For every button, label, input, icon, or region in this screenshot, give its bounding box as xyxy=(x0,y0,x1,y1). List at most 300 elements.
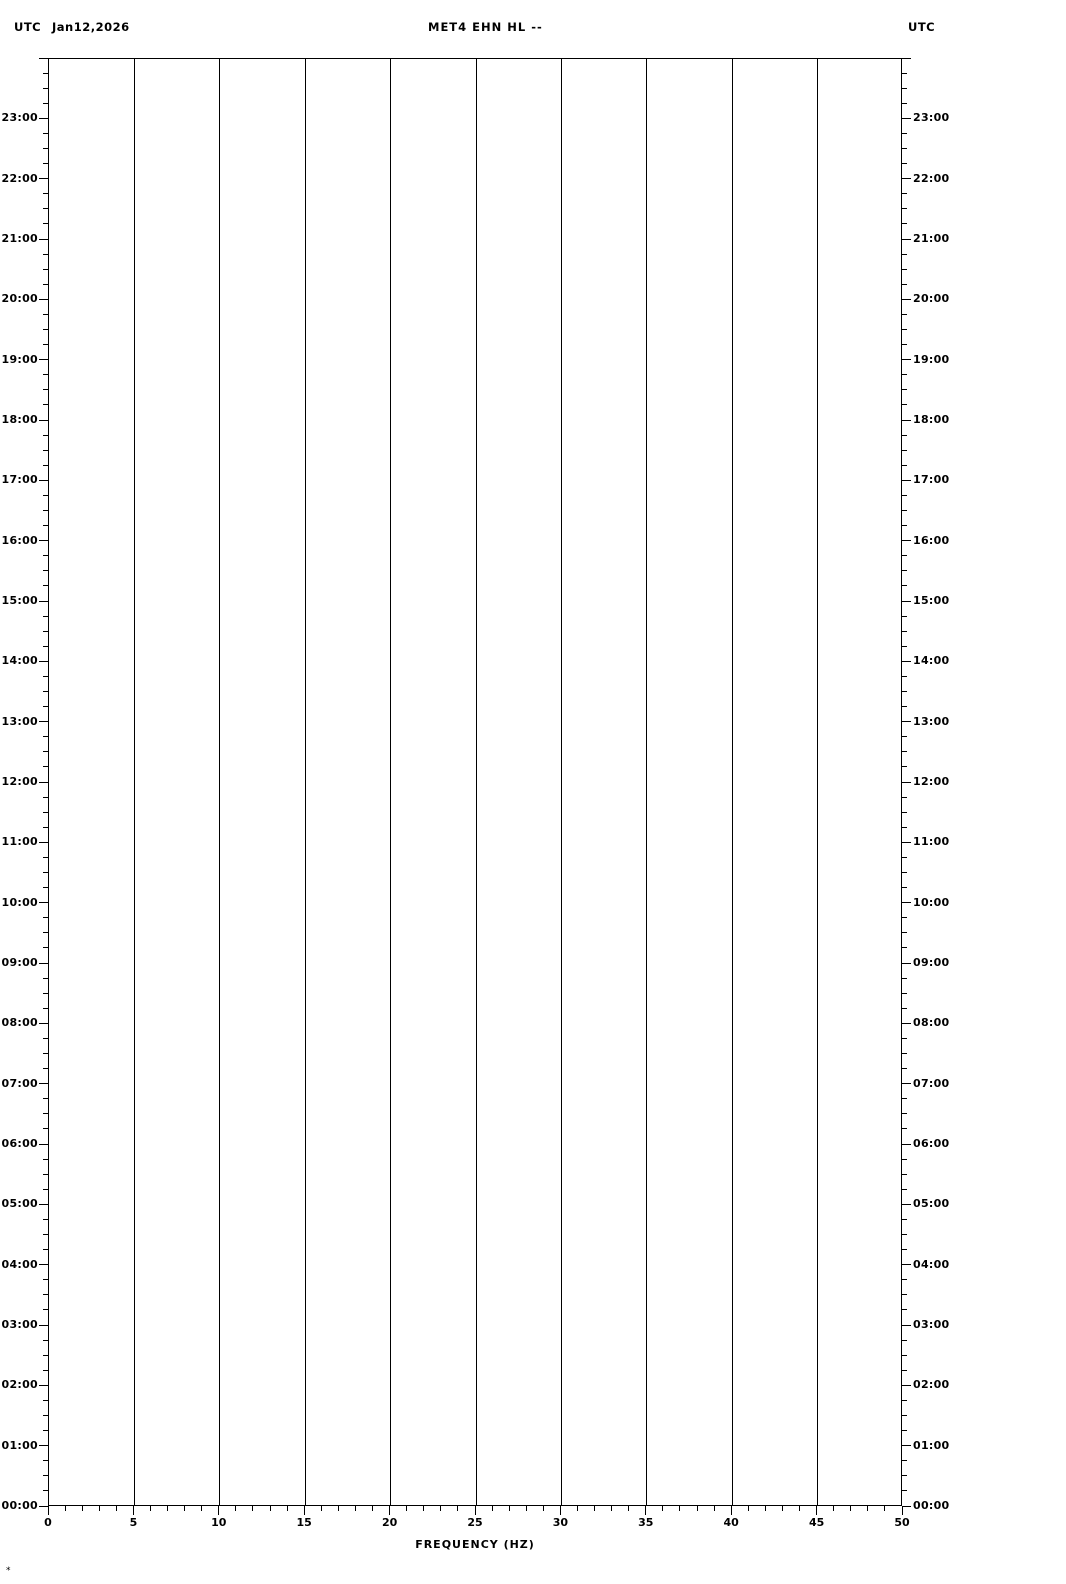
y-axis-minor-tick-left xyxy=(43,1430,48,1431)
y-axis-tick-label-right: 09:00 xyxy=(913,956,950,969)
y-axis-major-tick-right xyxy=(902,1144,911,1145)
y-axis-minor-tick-left xyxy=(43,1415,48,1416)
y-axis-tick-label-right: 08:00 xyxy=(913,1016,950,1030)
y-axis-tick-label-right: 16:00 xyxy=(913,533,950,547)
y-axis-major-tick-right xyxy=(902,721,911,722)
y-axis-tick-label-right: 10:00 xyxy=(913,895,950,909)
y-axis-minor-tick-left xyxy=(43,1249,48,1250)
y-axis-minor-tick-left xyxy=(43,947,48,948)
y-axis-minor-tick-left xyxy=(43,133,48,134)
y-axis-minor-tick-left xyxy=(43,1159,48,1160)
y-axis-minor-tick-right xyxy=(902,691,907,692)
x-axis-minor-tick xyxy=(440,1506,441,1511)
y-axis-major-tick-right xyxy=(902,1445,911,1446)
y-axis-minor-tick-left xyxy=(43,314,48,315)
y-axis-tick-label-right: 15:00 xyxy=(913,594,950,607)
y-axis-tick-label-left: 19:00 xyxy=(1,352,38,366)
y-axis-minor-tick-left xyxy=(43,585,48,586)
y-axis-major-tick-right xyxy=(902,842,911,843)
vertical-gridline xyxy=(476,59,477,1505)
x-axis-tick-label: 0 xyxy=(44,1516,52,1529)
y-axis-minor-tick-right xyxy=(902,1159,907,1160)
x-axis-major-tick xyxy=(218,1506,219,1515)
y-axis-tick-label-left: 17:00 xyxy=(1,473,38,487)
y-axis-major-tick-right xyxy=(902,420,911,421)
y-axis-minor-tick-left xyxy=(43,223,48,224)
y-axis-minor-tick-right xyxy=(902,1400,907,1401)
y-axis-minor-tick-left xyxy=(43,1098,48,1099)
y-axis-minor-tick-left xyxy=(43,1279,48,1280)
y-axis-minor-tick-left xyxy=(43,1355,48,1356)
y-axis-tick-label-right: 02:00 xyxy=(913,1378,950,1392)
y-axis-major-tick-left xyxy=(39,721,48,722)
chart-title: MET4 EHN HL -- xyxy=(428,20,543,34)
x-axis-major-tick xyxy=(902,1506,903,1515)
x-axis-tick-label: 35 xyxy=(638,1516,654,1529)
y-axis-tick-label-left: 09:00 xyxy=(1,956,38,969)
y-axis-minor-tick-left xyxy=(43,1340,48,1341)
y-axis-minor-tick-left xyxy=(43,555,48,556)
x-axis-tick-label: 20 xyxy=(381,1516,398,1529)
y-axis-minor-tick-right xyxy=(902,525,907,526)
y-axis-major-tick-left xyxy=(39,420,48,421)
y-axis-major-tick-right xyxy=(902,1204,911,1205)
y-axis-tick-label-right: 17:00 xyxy=(913,473,950,487)
y-axis-minor-tick-left xyxy=(43,736,48,737)
y-axis-minor-tick-right xyxy=(902,163,907,164)
x-axis-minor-tick xyxy=(372,1506,373,1511)
y-axis-tick-label-left: 22:00 xyxy=(1,171,38,185)
x-axis-minor-tick xyxy=(99,1506,100,1511)
y-axis-tick-label-left: 03:00 xyxy=(1,1318,38,1331)
y-axis-tick-label-left: 11:00 xyxy=(1,835,38,849)
x-axis-tick-label: 10 xyxy=(211,1516,227,1529)
y-axis-minor-tick-right xyxy=(902,932,907,933)
y-axis-major-tick-left xyxy=(39,540,48,541)
y-axis-minor-tick-left xyxy=(43,1400,48,1401)
y-axis-major-tick-left xyxy=(39,1445,48,1446)
x-axis-tick-label: 45 xyxy=(808,1516,825,1529)
y-axis-tick-label-left: 18:00 xyxy=(1,413,38,426)
y-axis-major-tick-left xyxy=(39,239,48,240)
y-axis-minor-tick-right xyxy=(902,978,907,979)
y-axis-tick-label-right: 01:00 xyxy=(913,1438,950,1452)
y-axis-tick-label-right: 07:00 xyxy=(913,1076,950,1090)
y-axis-minor-tick-right xyxy=(902,570,907,571)
y-axis-tick-label-right: 13:00 xyxy=(913,714,950,728)
y-axis-minor-tick-left xyxy=(43,1174,48,1175)
x-axis-minor-tick xyxy=(799,1506,800,1511)
y-axis-minor-tick-left xyxy=(43,616,48,617)
x-axis-minor-tick xyxy=(748,1506,749,1511)
y-axis-minor-tick-left xyxy=(43,344,48,345)
y-axis-minor-tick-right xyxy=(902,1355,907,1356)
y-axis-major-tick-left xyxy=(39,842,48,843)
y-axis-minor-tick-left xyxy=(43,374,48,375)
y-axis-minor-tick-left xyxy=(43,404,48,405)
x-axis-minor-tick xyxy=(492,1506,493,1511)
y-axis-minor-tick-left xyxy=(43,812,48,813)
y-axis-minor-tick-right xyxy=(902,1309,907,1310)
y-axis-minor-tick-left xyxy=(43,751,48,752)
x-axis-major-tick xyxy=(645,1506,646,1515)
y-axis-minor-tick-right xyxy=(902,465,907,466)
y-axis-minor-tick-left xyxy=(43,1490,48,1491)
header-utc-left-label: UTC xyxy=(14,20,42,34)
x-axis-minor-tick xyxy=(338,1506,339,1511)
y-axis-minor-tick-left xyxy=(43,1189,48,1190)
y-axis-minor-tick-right xyxy=(902,1475,907,1476)
vertical-gridline xyxy=(390,59,391,1505)
x-axis-title: FREQUENCY (HZ) xyxy=(415,1538,535,1551)
y-axis-major-tick-right xyxy=(902,118,911,119)
y-axis-minor-tick-right xyxy=(902,223,907,224)
y-axis-minor-tick-left xyxy=(43,103,48,104)
y-axis-tick-label-right: 18:00 xyxy=(913,413,950,426)
x-axis-minor-tick xyxy=(184,1506,185,1511)
y-axis-minor-tick-right xyxy=(902,208,907,209)
y-axis-major-tick-right xyxy=(902,178,911,179)
y-axis-tick-label-left: 08:00 xyxy=(1,1016,38,1030)
y-axis-tick-label-right: 06:00 xyxy=(913,1137,950,1150)
y-axis-tick-label-left: 16:00 xyxy=(1,533,38,547)
y-axis-tick-label-left: 04:00 xyxy=(1,1257,38,1271)
y-axis-minor-tick-left xyxy=(43,254,48,255)
y-axis-minor-tick-right xyxy=(902,1460,907,1461)
y-axis-minor-tick-right xyxy=(902,676,907,677)
y-axis-minor-tick-right xyxy=(902,284,907,285)
y-axis-major-tick-left xyxy=(39,1385,48,1386)
y-axis-major-tick-right xyxy=(902,480,911,481)
x-axis-minor-tick xyxy=(167,1506,168,1511)
y-axis-minor-tick-right xyxy=(902,329,907,330)
y-axis-minor-tick-right xyxy=(902,887,907,888)
y-axis-minor-tick-right xyxy=(902,374,907,375)
y-axis-tick-label-left: 06:00 xyxy=(1,1137,38,1150)
y-axis-tick-label-left: 02:00 xyxy=(1,1378,38,1392)
vertical-gridline xyxy=(305,59,306,1505)
x-axis-minor-tick xyxy=(714,1506,715,1511)
y-axis-minor-tick-right xyxy=(902,1008,907,1009)
y-axis-major-tick-right xyxy=(902,601,911,602)
x-axis-major-tick xyxy=(731,1506,732,1515)
y-axis-minor-tick-right xyxy=(902,389,907,390)
y-axis-minor-tick-right xyxy=(902,344,907,345)
y-axis-minor-tick-right xyxy=(902,1038,907,1039)
x-axis-tick-label: 50 xyxy=(894,1516,910,1529)
x-axis-major-tick xyxy=(475,1506,476,1515)
y-axis-major-tick-left xyxy=(39,782,48,783)
y-axis-tick-label-right: 04:00 xyxy=(913,1257,950,1271)
vertical-gridline xyxy=(561,59,562,1505)
y-axis-major-tick-right xyxy=(902,1385,911,1386)
y-axis-minor-tick-right xyxy=(902,193,907,194)
y-axis-minor-tick-left xyxy=(43,797,48,798)
x-axis-major-tick xyxy=(816,1506,817,1515)
y-axis-minor-tick-right xyxy=(902,1053,907,1054)
x-axis-minor-tick xyxy=(543,1506,544,1511)
y-axis-major-tick-left xyxy=(39,601,48,602)
y-axis-major-tick-right xyxy=(902,963,911,964)
y-axis-minor-tick-right xyxy=(902,1294,907,1295)
y-axis-minor-tick-right xyxy=(902,1128,907,1129)
y-axis-major-tick-left xyxy=(39,1506,48,1507)
y-axis-minor-tick-left xyxy=(43,691,48,692)
y-axis-minor-tick-left xyxy=(43,932,48,933)
y-axis-minor-tick-right xyxy=(902,1490,907,1491)
y-axis-minor-tick-left xyxy=(43,1475,48,1476)
y-axis-tick-label-right: 19:00 xyxy=(913,352,950,366)
x-axis-minor-tick xyxy=(509,1506,510,1511)
y-axis-minor-tick-left xyxy=(43,1128,48,1129)
y-axis-tick-label-left: 12:00 xyxy=(1,775,38,788)
x-axis-minor-tick xyxy=(270,1506,271,1511)
x-axis-minor-tick xyxy=(884,1506,885,1511)
y-axis-minor-tick-left xyxy=(43,646,48,647)
y-axis-major-tick-right xyxy=(902,1023,911,1024)
y-axis-tick-label-right: 22:00 xyxy=(913,171,950,185)
x-axis-tick-label: 30 xyxy=(552,1516,569,1529)
y-axis-minor-tick-right xyxy=(902,103,907,104)
y-axis-minor-tick-left xyxy=(43,465,48,466)
x-axis-minor-tick xyxy=(287,1506,288,1511)
x-axis-minor-tick xyxy=(150,1506,151,1511)
y-axis-tick-label-right: 21:00 xyxy=(913,232,950,245)
y-axis-tick-label-left: 10:00 xyxy=(1,895,38,909)
y-axis-minor-tick-right xyxy=(902,450,907,451)
y-axis-minor-tick-right xyxy=(902,1279,907,1280)
y-axis-minor-tick-right xyxy=(902,736,907,737)
y-axis-tick-label-right: 00:00 xyxy=(913,1499,950,1512)
y-axis-tick-label-left: 14:00 xyxy=(1,654,38,668)
y-axis-minor-tick-right xyxy=(902,269,907,270)
y-axis-minor-tick-right xyxy=(902,812,907,813)
y-axis-minor-tick-left xyxy=(43,917,48,918)
y-axis-tick-label-right: 12:00 xyxy=(913,775,950,788)
y-axis-minor-tick-right xyxy=(902,495,907,496)
y-axis-major-tick-left xyxy=(39,661,48,662)
y-axis-minor-tick-left xyxy=(43,193,48,194)
y-axis-minor-tick-right xyxy=(902,827,907,828)
x-axis-minor-tick xyxy=(679,1506,680,1511)
x-axis-minor-tick xyxy=(235,1506,236,1511)
y-axis-minor-tick-left xyxy=(43,766,48,767)
y-axis-tick-label-left: 21:00 xyxy=(1,232,38,245)
y-axis-minor-tick-right xyxy=(902,1189,907,1190)
x-axis-minor-tick xyxy=(594,1506,595,1511)
y-axis-minor-tick-right xyxy=(902,616,907,617)
y-axis-minor-tick-right xyxy=(902,1415,907,1416)
y-axis-minor-tick-left xyxy=(43,73,48,74)
y-axis-major-tick-left xyxy=(39,178,48,179)
y-axis-major-tick-right xyxy=(902,782,911,783)
y-axis-minor-tick-right xyxy=(902,435,907,436)
y-axis-minor-tick-right xyxy=(902,1219,907,1220)
y-axis-minor-tick-left xyxy=(43,993,48,994)
x-axis-minor-tick xyxy=(423,1506,424,1511)
y-axis-minor-tick-left xyxy=(43,631,48,632)
vertical-gridline xyxy=(646,59,647,1505)
y-axis-tick-label-left: 15:00 xyxy=(1,594,38,607)
y-axis-major-tick-right xyxy=(902,540,911,541)
y-axis-minor-tick-left xyxy=(43,1234,48,1235)
x-axis-tick-label: 5 xyxy=(129,1516,138,1529)
chart-header xyxy=(0,0,1066,44)
y-axis-tick-label-left: 00:00 xyxy=(1,1499,38,1512)
y-axis-major-tick-left xyxy=(39,359,48,360)
y-axis-tick-label-right: 05:00 xyxy=(913,1197,950,1211)
y-axis-major-tick-right xyxy=(902,239,911,240)
y-axis-minor-tick-left xyxy=(43,495,48,496)
y-axis-minor-tick-right xyxy=(902,148,907,149)
y-axis-tick-label-left: 23:00 xyxy=(1,111,38,125)
spectrogram-plot-area xyxy=(48,58,902,1506)
x-axis-minor-tick xyxy=(252,1506,253,1511)
y-axis-major-tick-right xyxy=(902,359,911,360)
x-axis-minor-tick xyxy=(82,1506,83,1511)
corner-mark: * xyxy=(6,1566,11,1576)
x-axis-minor-tick xyxy=(628,1506,629,1511)
x-axis-minor-tick xyxy=(321,1506,322,1511)
y-axis-minor-tick-left xyxy=(43,570,48,571)
y-axis-minor-tick-left xyxy=(43,1053,48,1054)
y-axis-minor-tick-right xyxy=(902,857,907,858)
y-axis-minor-tick-right xyxy=(902,254,907,255)
y-axis-minor-tick-left xyxy=(43,148,48,149)
y-axis-major-tick-left xyxy=(39,1083,48,1084)
x-axis-minor-tick xyxy=(697,1506,698,1511)
y-axis-minor-tick-right xyxy=(902,706,907,707)
y-axis-minor-tick-right xyxy=(902,872,907,873)
y-axis-minor-tick-left xyxy=(43,269,48,270)
y-axis-tick-label-left: 20:00 xyxy=(1,292,38,306)
y-axis-major-tick-right xyxy=(902,902,911,903)
x-axis-minor-tick xyxy=(782,1506,783,1511)
y-axis-minor-tick-right xyxy=(902,1430,907,1431)
vertical-gridline xyxy=(817,59,818,1505)
x-axis-major-tick xyxy=(560,1506,561,1515)
x-axis-minor-tick xyxy=(65,1506,66,1511)
y-axis-minor-tick-right xyxy=(902,73,907,74)
y-axis-minor-tick-right xyxy=(902,631,907,632)
y-axis-minor-tick-left xyxy=(43,284,48,285)
y-axis-minor-tick-right xyxy=(902,1068,907,1069)
y-axis-minor-tick-right xyxy=(902,314,907,315)
y-axis-major-tick-left xyxy=(39,1325,48,1326)
y-axis-minor-tick-right xyxy=(902,404,907,405)
y-axis-minor-tick-left xyxy=(43,450,48,451)
y-axis-minor-tick-left xyxy=(43,389,48,390)
x-axis-minor-tick xyxy=(116,1506,117,1511)
x-axis-minor-tick xyxy=(577,1506,578,1511)
y-axis-minor-tick-left xyxy=(43,857,48,858)
y-axis-minor-tick-right xyxy=(902,751,907,752)
y-axis-major-tick-left xyxy=(39,1264,48,1265)
y-axis-minor-tick-right xyxy=(902,917,907,918)
y-axis-tick-label-left: 01:00 xyxy=(1,1438,38,1452)
y-axis-minor-tick-right xyxy=(902,646,907,647)
x-axis-minor-tick xyxy=(611,1506,612,1511)
y-axis-minor-tick-left xyxy=(43,1008,48,1009)
x-axis-minor-tick xyxy=(867,1506,868,1511)
y-axis-minor-tick-left xyxy=(43,978,48,979)
x-axis-minor-tick xyxy=(201,1506,202,1511)
y-axis-minor-tick-right xyxy=(902,585,907,586)
x-axis-tick-label: 15 xyxy=(296,1516,312,1529)
y-axis-minor-tick-right xyxy=(902,797,907,798)
y-axis-minor-tick-right xyxy=(902,947,907,948)
y-axis-tick-label-left: 05:00 xyxy=(1,1197,38,1211)
y-axis-major-tick-right xyxy=(902,1264,911,1265)
x-axis-minor-tick xyxy=(850,1506,851,1511)
y-axis-major-tick-left xyxy=(39,1144,48,1145)
y-axis-minor-tick-right xyxy=(902,766,907,767)
y-axis-minor-tick-left xyxy=(43,525,48,526)
y-axis-major-tick-right xyxy=(902,299,911,300)
y-axis-minor-tick-right xyxy=(902,1249,907,1250)
y-axis-major-tick-right xyxy=(902,58,911,59)
y-axis-major-tick-left xyxy=(39,58,48,59)
y-axis-major-tick-right xyxy=(902,1506,911,1507)
x-axis-minor-tick xyxy=(833,1506,834,1511)
y-axis-tick-label-right: 23:00 xyxy=(913,111,950,125)
x-axis-minor-tick xyxy=(355,1506,356,1511)
header-date-label: Jan12,2026 xyxy=(52,20,130,34)
y-axis-major-tick-left xyxy=(39,118,48,119)
x-axis-tick-label: 40 xyxy=(723,1516,739,1529)
y-axis-minor-tick-left xyxy=(43,706,48,707)
x-axis-minor-tick xyxy=(526,1506,527,1511)
y-axis-major-tick-left xyxy=(39,902,48,903)
y-axis-major-tick-right xyxy=(902,1325,911,1326)
y-axis-minor-tick-right xyxy=(902,1113,907,1114)
x-axis-minor-tick xyxy=(765,1506,766,1511)
y-axis-minor-tick-right xyxy=(902,555,907,556)
header-utc-right-label: UTC xyxy=(908,20,936,34)
x-axis-major-tick xyxy=(133,1506,134,1515)
y-axis-minor-tick-left xyxy=(43,510,48,511)
y-axis-minor-tick-right xyxy=(902,1098,907,1099)
y-axis-tick-label-right: 03:00 xyxy=(913,1318,950,1331)
y-axis-minor-tick-left xyxy=(43,329,48,330)
y-axis-major-tick-right xyxy=(902,1083,911,1084)
y-axis-minor-tick-left xyxy=(43,827,48,828)
y-axis-minor-tick-left xyxy=(43,1370,48,1371)
y-axis-minor-tick-left xyxy=(43,435,48,436)
y-axis-minor-tick-right xyxy=(902,1234,907,1235)
y-axis-minor-tick-left xyxy=(43,1219,48,1220)
y-axis-minor-tick-left xyxy=(43,1113,48,1114)
x-axis-minor-tick xyxy=(662,1506,663,1511)
x-axis-tick-label: 25 xyxy=(467,1516,483,1529)
y-axis-tick-label-left: 13:00 xyxy=(1,714,38,728)
y-axis-major-tick-left xyxy=(39,963,48,964)
y-axis-minor-tick-left xyxy=(43,88,48,89)
y-axis-minor-tick-left xyxy=(43,1294,48,1295)
vertical-gridline xyxy=(219,59,220,1505)
vertical-gridline xyxy=(134,59,135,1505)
x-axis-major-tick xyxy=(304,1506,305,1515)
y-axis-minor-tick-left xyxy=(43,872,48,873)
y-axis-minor-tick-right xyxy=(902,1370,907,1371)
y-axis-major-tick-right xyxy=(902,661,911,662)
y-axis-minor-tick-right xyxy=(902,88,907,89)
y-axis-tick-label-right: 14:00 xyxy=(913,654,950,668)
x-axis-major-tick xyxy=(389,1506,390,1515)
y-axis-major-tick-left xyxy=(39,480,48,481)
y-axis-minor-tick-left xyxy=(43,676,48,677)
y-axis-minor-tick-left xyxy=(43,1309,48,1310)
